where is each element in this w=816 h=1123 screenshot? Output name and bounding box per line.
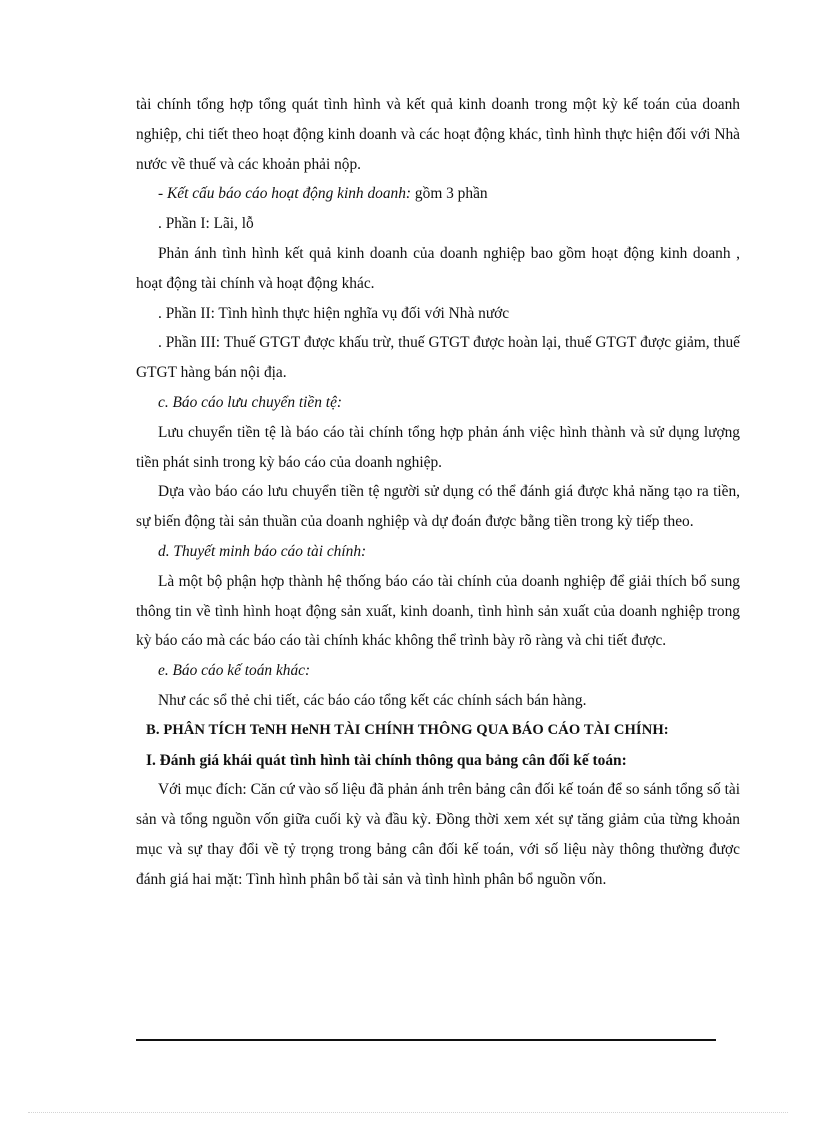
ket-cau-line <box>136 179 740 209</box>
paragraph-intro: tài chính tổng hợp tổng quát tình hình và kết quả kinh doanh trong một kỳ kế toán của doanh nghiệp, chi tiết theo hoạt động kinh doanh và các hoạt động khác, tình hình thực hiện đối với Nhà nước về thuế và các khoản phải nộp. <box>136 96 740 173</box>
section-i-heading: I. Đánh giá khái quát tình hình tài chính thông qua bảng cân đối kế toán: <box>146 751 627 769</box>
ket-cau-rest: gồm 3 phần <box>411 185 488 203</box>
ket-cau-label: Kết cấu báo cáo hoạt động kinh doanh: <box>166 185 412 203</box>
paragraph-e: Như các sổ thẻ chi tiết, các báo cáo tổng kết các chính sách bán hàng. <box>158 691 587 709</box>
paragraph-c2: Dựa vào báo cáo lưu chuyển tiền tệ người sử dụng có thể đánh giá được khả năng tạo ra tiền, sự biến động tài sản thuần của doanh nghiệp và dự đoán được bằng tiền trong kỳ tiếp theo. <box>136 483 740 531</box>
heading-c: c. Báo cáo lưu chuyển tiền tệ: <box>158 393 343 411</box>
phan-3: . Phần III: Thuế GTGT được khấu trừ, thuế GTGT được hoàn lại, thuế GTGT được giảm, thuế GTGT hàng bán nội địa. <box>136 334 740 382</box>
phan-1-description: Phản ánh tình hình kết quả kinh doanh của doanh nghiệp bao gồm hoạt động kinh doanh , hoạt động tài chính và hoạt động khác. <box>136 244 740 292</box>
phan-2: . Phần II: Tình hình thực hiện nghĩa vụ đối với Nhà nước <box>158 304 510 322</box>
paragraph-c1: Lưu chuyển tiền tệ là báo cáo tài chính tổng hợp phản ánh việc hình thành và sử dụng lượng tiền phát sinh trong kỳ báo cáo của doanh nghiệp. <box>136 423 740 471</box>
page-bottom-border <box>28 1112 788 1113</box>
paragraph-d: Là một bộ phận hợp thành hệ thống báo cáo tài chính của doanh nghiệp để giải thích bổ sung thông tin về tình hình hoạt động sản xuất, kinh doanh, tình hình sản xuất của doanh nghiệp trong kỳ báo cáo mà các báo cáo tài chính khác không thể trình bày rõ ràng và chi tiết được. <box>136 572 740 650</box>
section-b-heading: B. PHÂN TÍCH TeNH HeNH TÀI CHÍNH THÔNG QUA BÁO CÁO TÀI CHÍNH: <box>146 721 669 738</box>
heading-e: e. Báo cáo kế toán khác: <box>158 662 311 680</box>
paragraph-i: Với mục đích: Căn cứ vào số liệu đã phản ánh trên bảng cân đối kế toán để so sánh tổng số tài sản và tổng nguồn vốn giữa cuối kỳ và đầu kỳ. Đồng thời xem xét sự tăng giảm của từng khoản mục và sự thay đổi về tỷ trọng trong bảng cân đối kế toán, với số liệu này thông thường được đánh giá hai mặt: Tình hình phân bổ tài sản và tình hình phân bổ nguồn vốn. <box>136 781 740 888</box>
ket-cau-prefix: - <box>158 185 167 203</box>
page-body <box>136 90 740 895</box>
footer-rule <box>136 1039 716 1041</box>
heading-d: d. Thuyết minh báo cáo tài chính: <box>158 542 367 560</box>
phan-1: . Phần I: Lãi, lỗ <box>158 215 254 233</box>
